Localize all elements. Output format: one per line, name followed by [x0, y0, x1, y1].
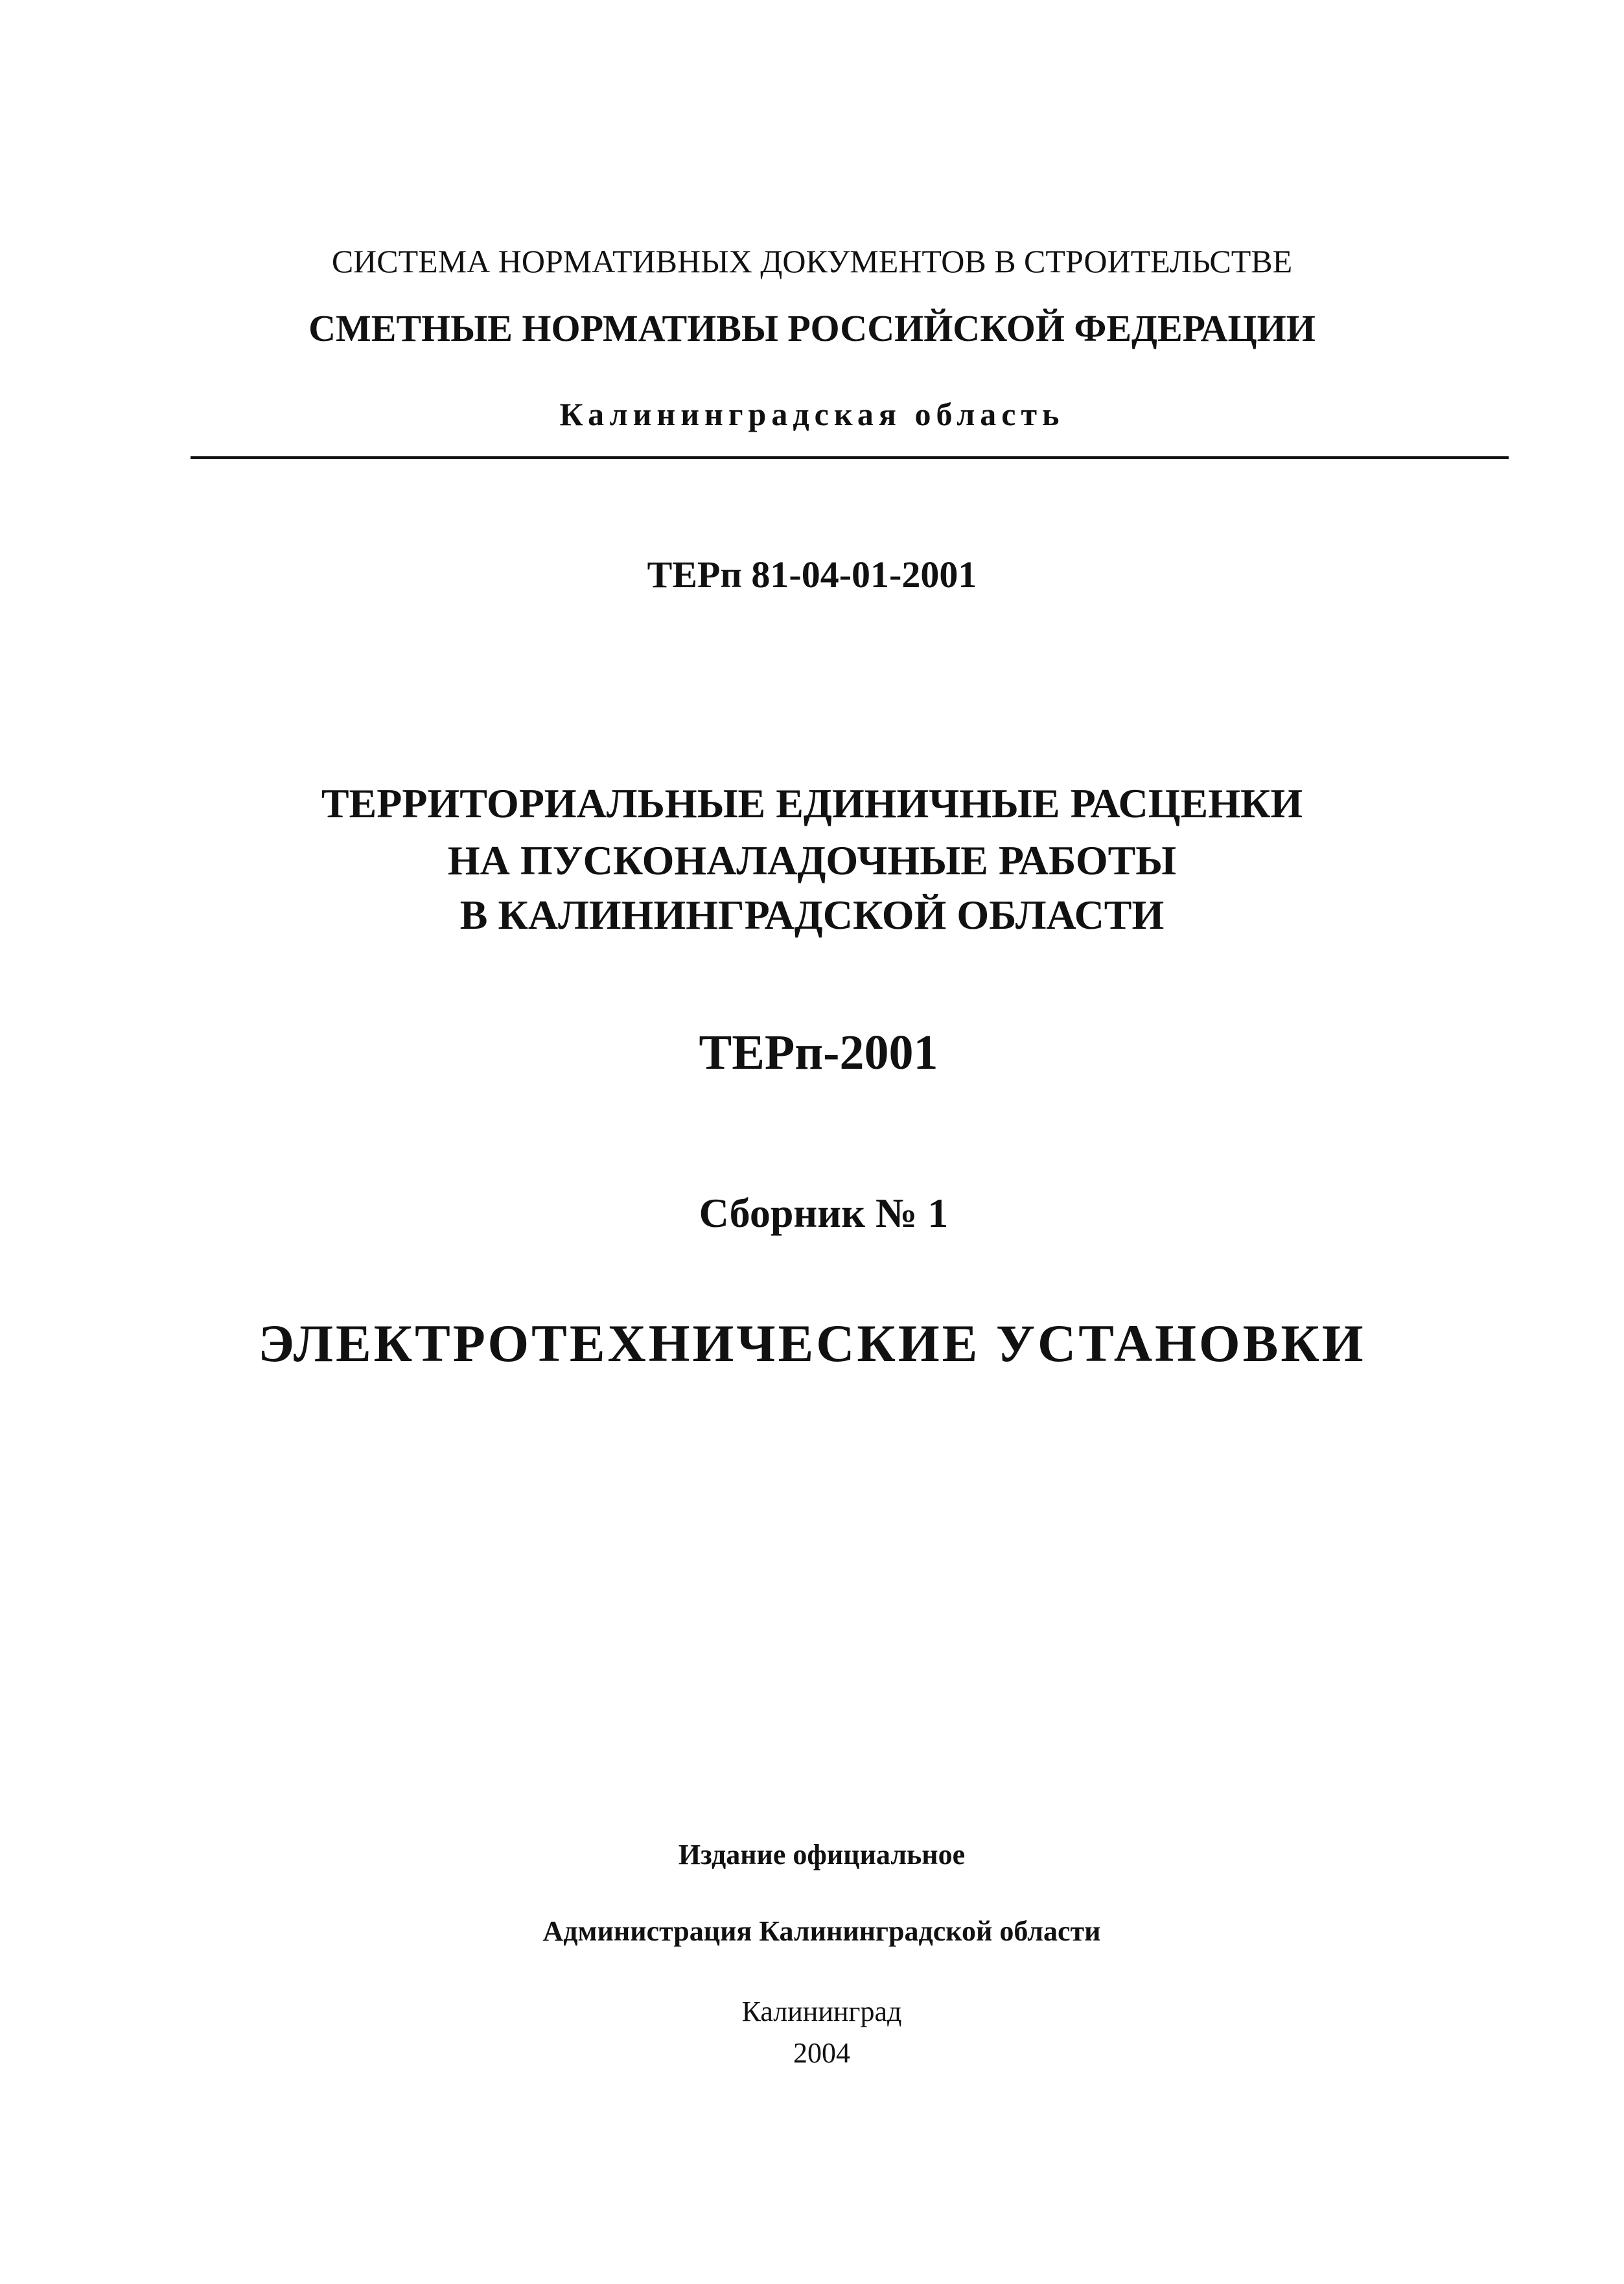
publisher-name: Администрация Калининградской области — [542, 1915, 1101, 1947]
region-heading: Калининградская область — [559, 396, 1065, 432]
edition-note: Издание официальное — [678, 1839, 966, 1870]
document-short-code: ТЕРп-2001 — [699, 1025, 938, 1080]
document-title-line: ТЕРРИТОРИАЛЬНЫЕ ЕДИНИЧНЫЕ РАСЦЕНКИ — [321, 780, 1303, 826]
collection-subject: ЭЛЕКТРОТЕХНИЧЕСКИЕ УСТАНОВКИ — [258, 1314, 1366, 1373]
header-divider — [191, 456, 1509, 459]
norms-heading: СМЕТНЫЕ НОРМАТИВЫ РОССИЙСКОЙ ФЕДЕРАЦИИ — [308, 307, 1316, 349]
collection-number: Сборник № 1 — [699, 1190, 949, 1236]
publication-city: Калининград — [741, 1996, 902, 2027]
document-title-line: НА ПУСКОНАЛАДОЧНЫЕ РАБОТЫ — [447, 837, 1177, 883]
document-code: ТЕРп 81-04-01-2001 — [647, 554, 977, 596]
system-heading: СИСТЕМА НОРМАТИВНЫХ ДОКУМЕНТОВ В СТРОИТЕЛЬСТВЕ — [331, 243, 1293, 279]
publication-year: 2004 — [793, 2037, 850, 2069]
document-title-line: В КАЛИНИНГРАДСКОЙ ОБЛАСТИ — [459, 892, 1165, 938]
